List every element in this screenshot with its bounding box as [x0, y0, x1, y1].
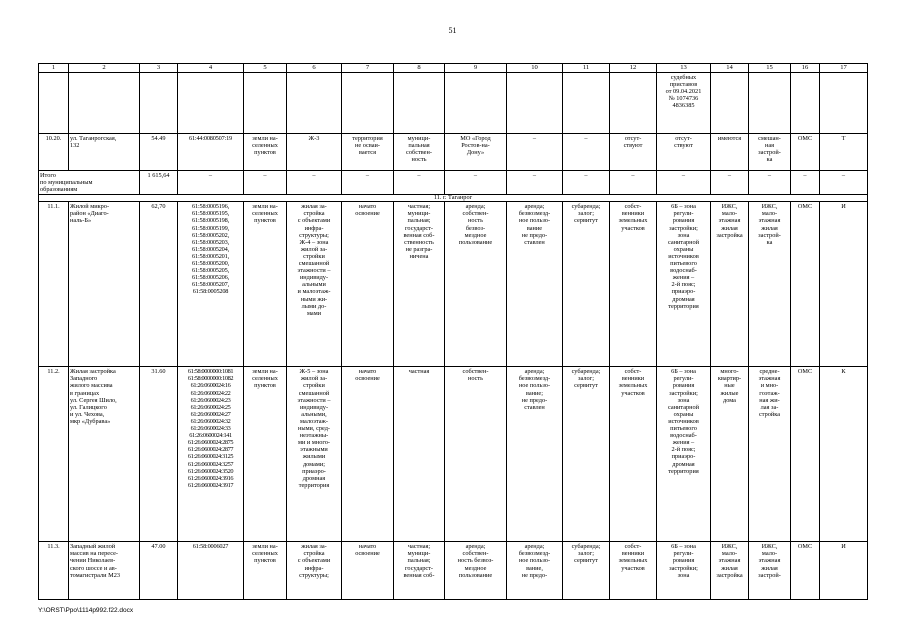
- table-cell: 11.1.: [39, 202, 69, 367]
- table-cell: –: [563, 134, 610, 171]
- table-cell: 10.20.: [39, 134, 69, 171]
- table-cell: судебных приставов от 09.04.2021 № 1074736 4836385: [657, 73, 711, 134]
- table-cell: субаренда; залог; сервитут: [563, 542, 610, 600]
- column-number: 14: [711, 64, 749, 73]
- table-cell: земли на- селенных пунктов: [244, 202, 287, 367]
- register-table: [38, 63, 868, 600]
- table-cell: аренда; безвозмезд- ное пользо- вание, не предо-: [507, 542, 563, 600]
- table-cell: начато освоение: [342, 367, 394, 542]
- table-cell: 47.00: [140, 542, 178, 600]
- table-cell: 61:58:0005196, 61:58:0005195, 61:58:0005198, 61:58:0005199, 61:58:0005202, 61:58:0005203, 61:58:0005204, 61:58:0005201, 61:58:0005200, 61:58:0005205, 61:58:0005206, 61:58:0005207, 61:58:0005208: [178, 202, 244, 367]
- table-cell: И: [820, 202, 868, 367]
- table-cell: собст- венники земельных участков: [610, 202, 657, 367]
- table-cell: 61:58:0000000:1081 61:58:0000000:1082 61:26:0600024:16 61:26:0600024:22 61:26:0600024:23 61:26:0600024:25 61:26:0600024:27 61:26:0600024:32 61:26:0600024:33 61:26:0600024:141 61:26:0600024:2875 61:26:0600024:2877 61:26:0600024:3125 61:26:0600024:3257 61:26:0600024:3520 61:26:0600024:3916 61:26:0600024:3917: [178, 367, 244, 542]
- table-cell: 54.49: [140, 134, 178, 171]
- table-cell: ОМС: [791, 367, 820, 542]
- table-cell: –: [244, 171, 287, 195]
- table-cell: много- квартир- ные жилые дома: [711, 367, 749, 542]
- table-cell: –: [820, 171, 868, 195]
- section-title: 11. г. Таганрог: [39, 195, 868, 202]
- table-cell: МО «Город Ростов-на- Дону»: [445, 134, 507, 171]
- table-cell: –: [342, 171, 394, 195]
- table-cell: Западный жилой массив на пересе- чении Николаев- ского шоссе и ав- томагистрали М23: [69, 542, 140, 600]
- column-number: 16: [791, 64, 820, 73]
- column-number: 2: [69, 64, 140, 73]
- table-cell: –: [507, 171, 563, 195]
- table-row: [39, 367, 868, 542]
- table-cell: 6Б – зона регули- рования застройки; зона: [657, 542, 711, 600]
- column-number: 7: [342, 64, 394, 73]
- page-number: 51: [448, 26, 457, 35]
- table-cell: аренда; собствен- ность безвоз- мездное пользование: [445, 542, 507, 600]
- table-cell: –: [711, 171, 749, 195]
- column-number: 12: [610, 64, 657, 73]
- total-label: Итого по муниципальным образованиям: [39, 171, 140, 195]
- table-cell: 61:44:0080507:19: [178, 134, 244, 171]
- table-cell: субаренда; залог; сервитут: [563, 367, 610, 542]
- table-cell: аренда; безвозмезд- ное пользо- вание; не предо- ставлен: [507, 367, 563, 542]
- table-cell: территория не осваи- вается: [342, 134, 394, 171]
- table-cell: –: [287, 171, 342, 195]
- table-cell: начато освоение: [342, 542, 394, 600]
- column-number: 5: [244, 64, 287, 73]
- column-number-row: [39, 64, 868, 73]
- total-value: 1 615,64: [140, 171, 178, 195]
- table-cell: начато освоение: [342, 202, 394, 367]
- table-cell: аренда; собствен- ность безвоз- мездное пользование: [445, 202, 507, 367]
- table-cell: жилая за- стройка с объектами инфра- структуры;: [287, 542, 342, 600]
- total-row: [39, 171, 868, 195]
- table-cell: –: [507, 134, 563, 171]
- table-cell: ОМС: [791, 202, 820, 367]
- table-cell: Т: [820, 134, 868, 171]
- column-number: 6: [287, 64, 342, 73]
- column-number: 1: [39, 64, 69, 73]
- table-cell: ОМС: [791, 542, 820, 600]
- table-cell: –: [178, 171, 244, 195]
- column-number: 9: [445, 64, 507, 73]
- file-path-footer: Y:\ORST\Ppo\1114p992.f22.docx: [38, 607, 134, 614]
- table-cell: частная; муници- пальная; государст- венная соб-: [394, 542, 445, 600]
- table-cell: отсут- ствуют: [657, 134, 711, 171]
- table-cell: смешан- ная застрой- ка: [749, 134, 791, 171]
- table-cell: Ж-3: [287, 134, 342, 171]
- table-cell: имеются: [711, 134, 749, 171]
- table-cell: –: [563, 171, 610, 195]
- table-row: [39, 202, 868, 367]
- table-cell: –: [749, 171, 791, 195]
- table-cell: земли на- селенных пунктов: [244, 134, 287, 171]
- column-number: 15: [749, 64, 791, 73]
- table-row-continued: [39, 73, 868, 134]
- column-number: 17: [820, 64, 868, 73]
- table-cell: частная; муници- пальная; государст- венная соб- ственность не разгра- ничена: [394, 202, 445, 367]
- table-row: [39, 542, 868, 600]
- column-number: 10: [507, 64, 563, 73]
- table-cell: 6Б – зона регули- рования застройки; зона санитарной охраны источников питьевого водоснаб- жения – 2-й пояс; приаэро- дромная территория: [657, 367, 711, 542]
- table-cell: 11.2.: [39, 367, 69, 542]
- column-number: 11: [563, 64, 610, 73]
- table-row: [39, 134, 868, 171]
- table-cell: собствен- ность: [445, 367, 507, 542]
- table-cell: Жилая застройка Западного жилого массива в границах ул. Сергея Шило, ул. Галицкого и ул. Чехова, мкр «Дубрава»: [69, 367, 140, 542]
- table-cell: ИЖС, мало- этажная жилая застрой-: [749, 542, 791, 600]
- table-cell: 6Б – зона регули- рования застройки; зона санитарной охраны источников питьевого водоснаб- жения – 2-й пояс; приаэро- дромная территория: [657, 202, 711, 367]
- table-cell: 11.3.: [39, 542, 69, 600]
- table-cell: ИЖС, мало- этажная жилая застройка: [711, 202, 749, 367]
- table-cell: собст- венники земельных участков: [610, 542, 657, 600]
- table-cell: ИЖС, мало- этажная жилая застрой- ка: [749, 202, 791, 367]
- table-cell: ул. Таганрогская, 132: [69, 134, 140, 171]
- table-cell: жилая за- стройка с объектами инфра- структуры; Ж-4 – зона жилой за- стройки смешанной этажности – индивиду- альными и малоэтаж- ными жи- лыми до- мами: [287, 202, 342, 367]
- table-cell: земли на- селенных пунктов: [244, 542, 287, 600]
- table-cell: Жилой микро- район «Диаго- наль-Б»: [69, 202, 140, 367]
- table-cell: отсут- ствуют: [610, 134, 657, 171]
- table-cell: –: [657, 171, 711, 195]
- column-number: 4: [178, 64, 244, 73]
- table-cell: Ж-5 – зона жилой за- стройки смешанной этажности – индивиду- альными, малоэтаж- ными, сред- неэтажны- ми и много- этажными жилыми домами; приаэро- дромная территория: [287, 367, 342, 542]
- table-cell: –: [610, 171, 657, 195]
- table-cell: 61:58:0006027: [178, 542, 244, 600]
- table-cell: аренда; безвозмезд- ное пользо- вание не предо- ставлен: [507, 202, 563, 367]
- table-cell: ИЖС, мало- этажная жилая застройка: [711, 542, 749, 600]
- table-cell: –: [394, 171, 445, 195]
- table-cell: ОМС: [791, 134, 820, 171]
- table-cell: –: [445, 171, 507, 195]
- table-cell: средне- этажная и мно- гоэтаж- ная жи- лая за- стройка: [749, 367, 791, 542]
- table-cell: частная: [394, 367, 445, 542]
- table-cell: 62,70: [140, 202, 178, 367]
- column-number: 13: [657, 64, 711, 73]
- table-cell: субаренда; залог; сервитут: [563, 202, 610, 367]
- table-cell: И: [820, 542, 868, 600]
- table-cell: 31.60: [140, 367, 178, 542]
- column-number: 3: [140, 64, 178, 73]
- table-cell: собст- венники земельных участков: [610, 367, 657, 542]
- table-cell: К: [820, 367, 868, 542]
- table-cell: земли на- селенных пунктов: [244, 367, 287, 542]
- column-number: 8: [394, 64, 445, 73]
- table-cell: –: [791, 171, 820, 195]
- table-cell: муници- пальная собствен- ность: [394, 134, 445, 171]
- section-row: [39, 195, 868, 202]
